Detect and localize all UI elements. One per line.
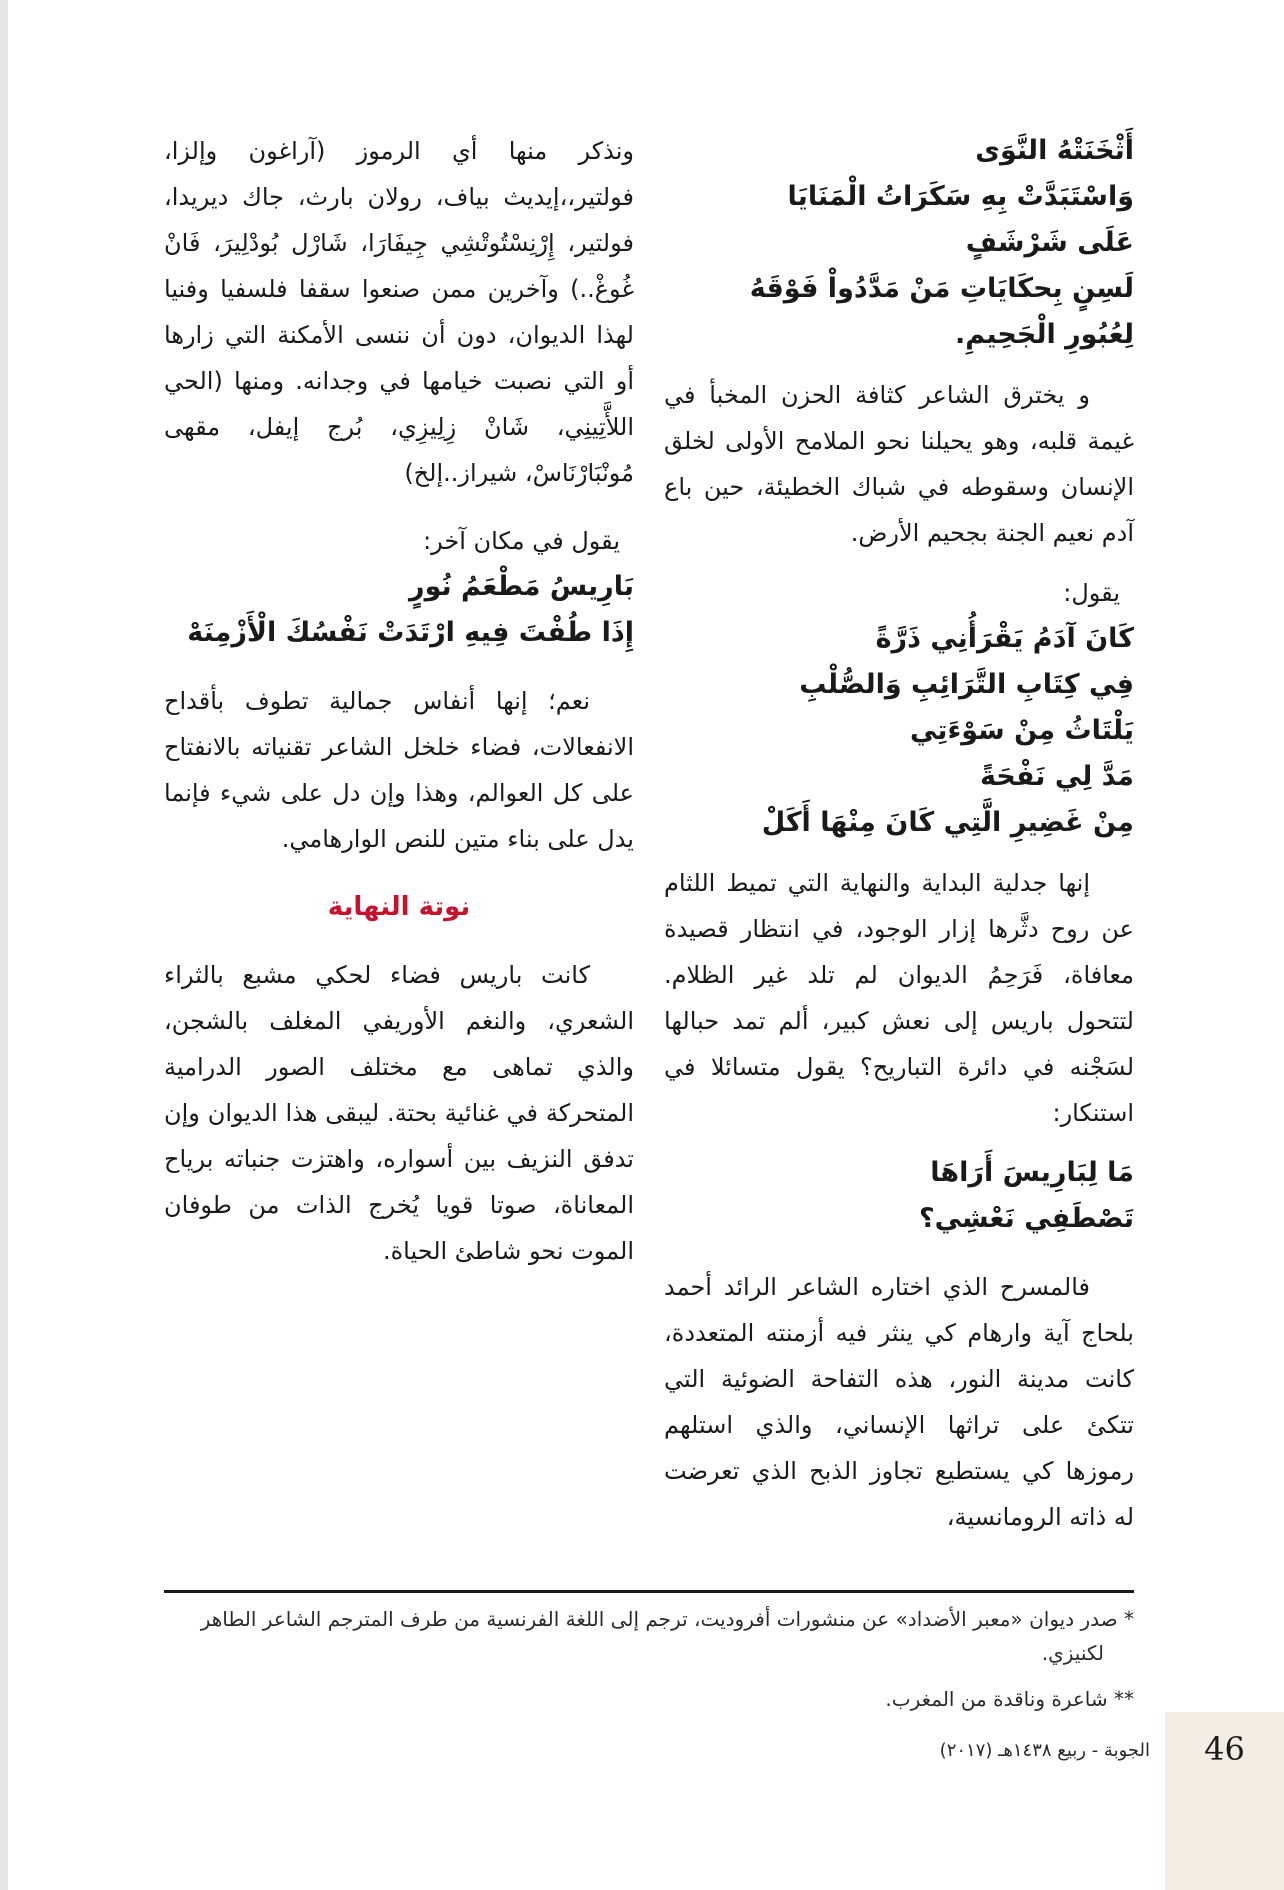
poem-line: كَانَ آدَمُ يَقْرَأُنِي ذَرَّةً <box>875 623 1134 654</box>
paragraph: و يخترق الشاعر كثافة الحزن المخبأ في غيمة قلبه، وهو يحيلنا نحو الملامح الأولى لخلق الإنسان وسقوطه في شباك الخطيئة، حين باع آدم نعيم الجنة بجحيم الأرض. <box>664 381 1134 547</box>
poem-excerpt-3 <box>664 1150 1134 1242</box>
paragraph: ونذكر منها أي الرموز (آراغون وإلزا، فولتير،،إيديث بياف، رولان بارث، جاك ديريدا، فولتير، إِرْنِسْتُوتْشِي جِيفَارَا، شَارْل بُودْلِيرَ، فَانْ غُوغْ..) وآخرين ممن صنعوا سقفا فلسفيا وفنيا لهذا الديوان، دون أن ننسى الأمكنة التي زارها أو التي نصبت خيامها في وجدانه. ومنها (الحي اللأَّتِينِي، شَانْ زِلِيزِي، بُرج إيفل، مقهى مُونْبَارْنَاسْ، شيراز..إلخ) <box>164 137 634 487</box>
page-number-tab <box>1165 1712 1284 1890</box>
poem-line: وَاسْتَبَدَّتْ بِهِ سَكَرَاتُ الْمَنَايَا <box>787 181 1134 212</box>
poem-line: فِي كِتَابِ التَّرَائِبِ وَالصُّلْبِ <box>799 669 1134 700</box>
quote-intro: يقول: <box>1063 579 1120 607</box>
poem-line: مِنْ غَضِيرِ الَّتِي كَانَ مِنْهَا أَكَلْ <box>761 807 1134 838</box>
paragraph: نعم؛ إنها أنفاس جمالية تطوف بأقداح الانفعالات، فضاء خلخل الشاعر تقنياته بالانفتاح على كل العوالم، وهذا وإن دل على شيء فإنما يدل على بناء متين للنص الوارهامي. <box>164 687 634 853</box>
paragraph: فالمسرح الذي اختاره الشاعر الرائد أحمد بلحاج آية وارهام كي ينثر فيه أزمنته المتعددة، كانت مدينة النور، هذه التفاحة الضوئية التي تتكئ على تراثها الإنساني، والذي استلهم رموزها كي يستطيع تجاوز الذبح الذي تعرضت له ذاته الرومانسية، <box>664 1273 1134 1531</box>
magazine-page <box>8 0 1284 1890</box>
page-number: 46 <box>1204 1730 1245 1768</box>
poem-line: تَصْطَفِي نَعْشِي؟ <box>918 1203 1134 1234</box>
paragraph: كانت باريس فضاء لحكي مشبع بالثراء الشعري، والنغم الأوريفي المغلف بالشجن، والذي تماهى مع مختلف الصور الدرامية المتحركة في غنائية بحتة. ليبقى هذا الديوان وإن تدفق النزيف بين أسواره، واهتزت جنباته برياح المعاناة، صوتا قويا يُخرج الذات من طوفان الموت نحو شاطئ الحياة. <box>164 961 634 1265</box>
poem-line: يَلْتَاثُ مِنْ سَوْءَتِي <box>909 715 1134 746</box>
paragraph: إنها جدلية البداية والنهاية التي تميط اللثام عن روح دثَّرها إزار الوجود، في انتظار قصيدة معافاة، فَرَحِمُ الديوان لم تلد غير الظلام. لتتحول باريس إلى نعش كبير، ألم تمد حبالها لسَجْنه في دائرة التباريح؟ يقول متسائلا في استنكار: <box>664 869 1134 1127</box>
footnote: * صدر ديوان «معبر الأضداد» عن منشورات أفروديت، ترجم إلى اللغة الفرنسية من طرف المترجم الشاعر الطاهر لكنيزي. <box>200 1607 1134 1665</box>
poem-excerpt-2 <box>664 616 1134 846</box>
footnote: ** شاعرة وناقدة من المغرب. <box>885 1687 1134 1711</box>
journal-info: الجوبة - ربيع ١٤٣٨هـ (٢٠١٧) <box>939 1740 1150 1761</box>
poem-line: مَدَّ لِي نَفْحَةً <box>980 761 1134 792</box>
poem-line: بَارِيسُ مَطْعَمُ نُورٍ <box>409 571 634 602</box>
poem-line: لَسِنٍ بِحكَايَاتِ مَنْ مَدَّدُواْ فَوْقَهُ <box>749 273 1134 304</box>
left-column <box>164 128 634 1274</box>
poem-line: عَلَى شَرْشَفٍ <box>965 227 1134 258</box>
poem-line: لِعُبُورِ الْجَحِيمِ. <box>954 319 1134 350</box>
footnote-divider <box>164 1590 1134 1593</box>
section-title: نوتة النهاية <box>327 892 471 922</box>
footnotes <box>164 1602 1134 1716</box>
poem-line: مَا لِبَارِيسَ أَرَاهَا <box>930 1157 1134 1188</box>
quote-intro: يقول في مكان آخر: <box>423 527 620 555</box>
right-column <box>664 128 1134 1540</box>
poem-excerpt-1 <box>664 128 1134 358</box>
poem-line: أَثْخَنَتْهُ النَّوَى <box>975 135 1134 166</box>
poem-line: إِذَا طُفْتَ فِيهِ ارْتَدَتْ نَفْسُكَ الْأَزْمِنَهْ <box>187 617 634 648</box>
poem-excerpt-4 <box>164 564 634 656</box>
